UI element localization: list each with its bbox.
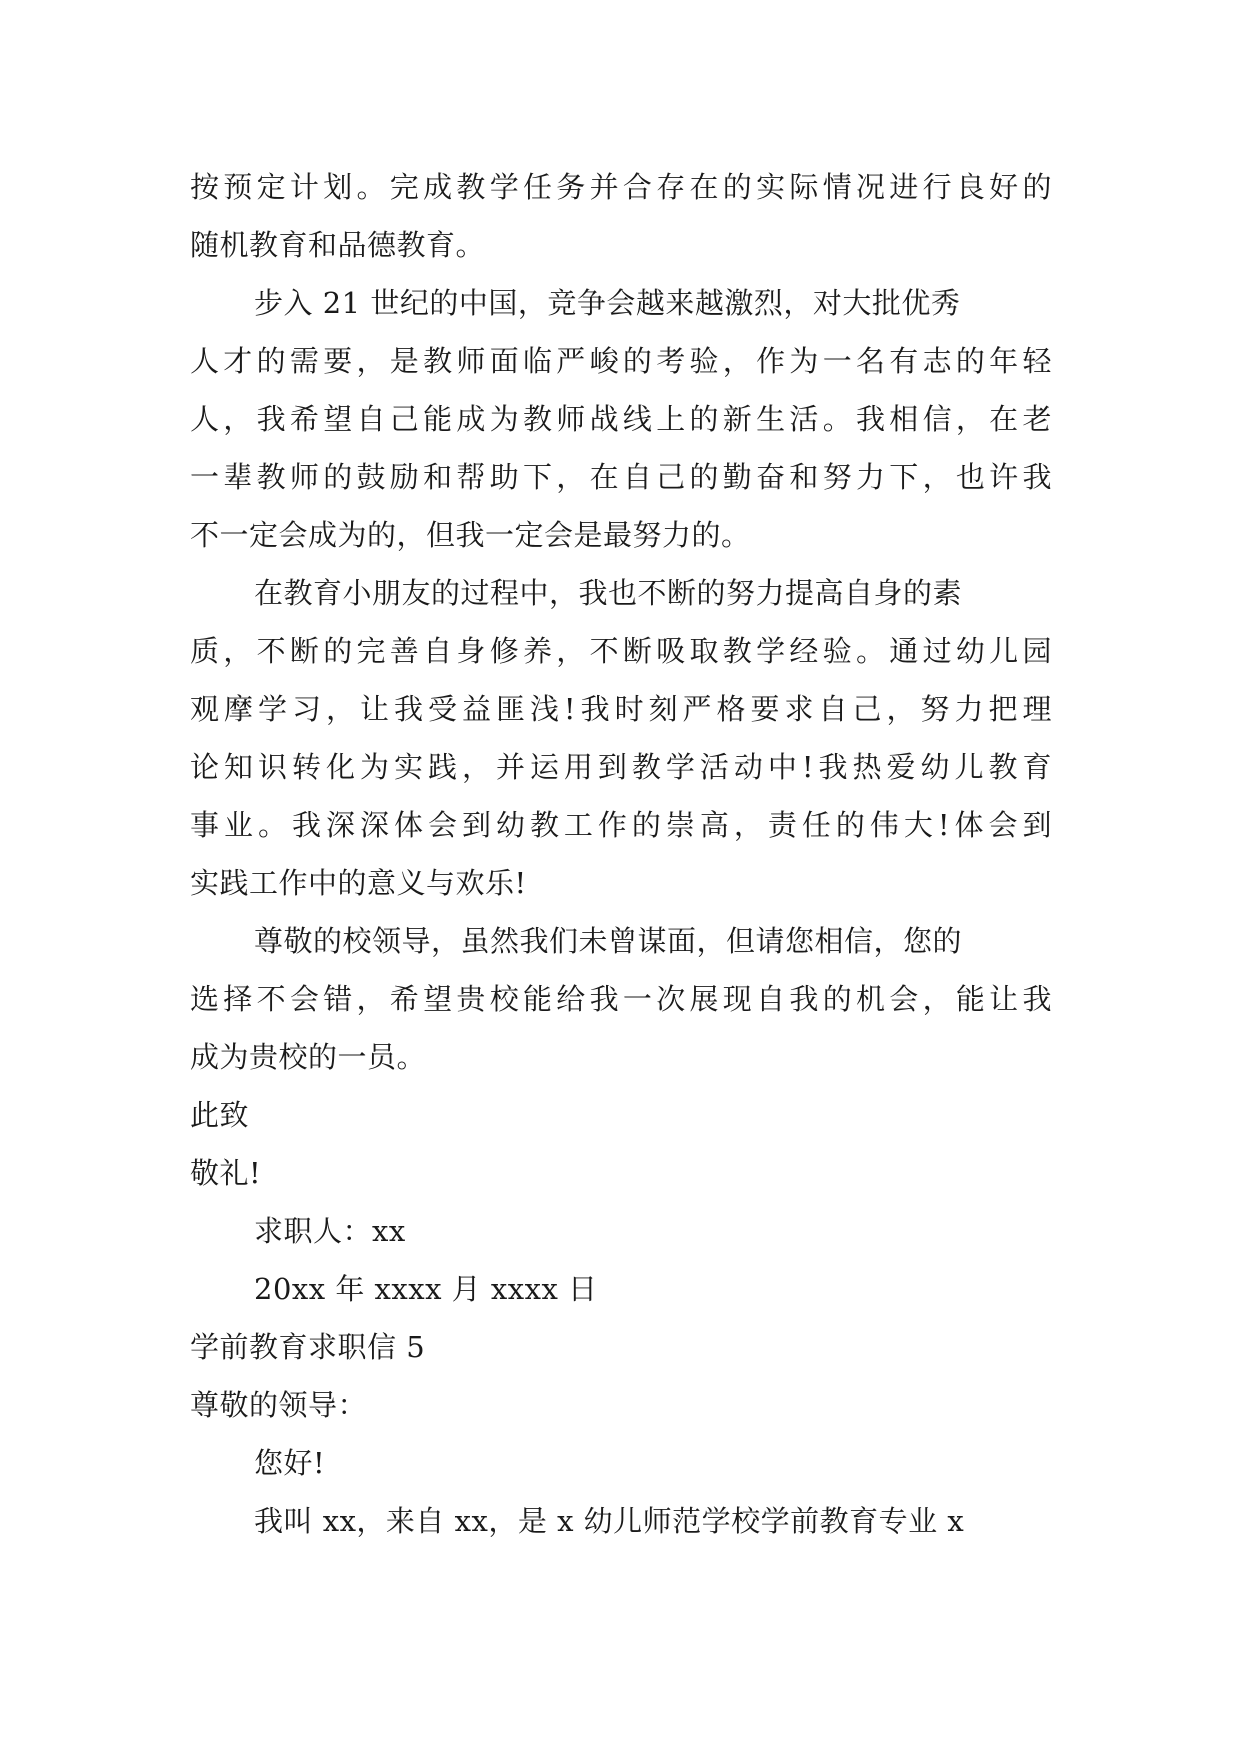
text-line: 在教育小朋友的过程中，我也不断的努力提高自身的素 xyxy=(254,576,963,610)
text-line: 质，不断的完善自身修养，不断吸取教学经验。通过幼儿园 xyxy=(190,634,1052,668)
text-line: 实践工作中的意义与欢乐! xyxy=(190,866,527,900)
text-line: 人，我希望自己能成为教师战线上的新生活。我相信，在老 xyxy=(190,402,1052,436)
section-title: 学前教育求职信 5 xyxy=(190,1330,426,1364)
text-line: 事业。我深深体会到幼教工作的崇高，责任的伟大!体会到 xyxy=(190,808,1052,842)
text-line: 尊敬的校领导，虽然我们未曾谋面，但请您相信，您的 xyxy=(254,924,963,958)
text-line: 不一定会成为的，但我一定会是最努力的。 xyxy=(190,518,751,552)
text-line: 按预定计划。完成教学任务并合存在的实际情况进行良好的 xyxy=(190,170,1052,204)
date-line: 20xx 年 xxxx 月 xxxx 日 xyxy=(254,1272,598,1306)
text-line: 步入 21 世纪的中国，竞争会越来越激烈，对大批优秀 xyxy=(254,286,961,320)
closing-line: 敬礼! xyxy=(190,1156,262,1190)
text-line: 我叫 xx，来自 xx，是 x 幼儿师范学校学前教育专业 x xyxy=(254,1504,965,1538)
greeting-line: 您好! xyxy=(254,1446,326,1480)
signer-line: 求职人：xx xyxy=(254,1214,406,1248)
text-line: 人才的需要，是教师面临严峻的考验，作为一名有志的年轻 xyxy=(190,344,1052,378)
closing-line: 此致 xyxy=(190,1098,250,1132)
text-line: 选择不会错，希望贵校能给我一次展现自我的机会，能让我 xyxy=(190,982,1052,1016)
text-line: 一辈教师的鼓励和帮助下，在自己的勤奋和努力下，也许我 xyxy=(190,460,1052,494)
salutation-line: 尊敬的领导： xyxy=(190,1388,368,1422)
text-line: 论知识转化为实践，并运用到教学活动中!我热爱幼儿教育 xyxy=(190,750,1052,784)
document-body xyxy=(190,158,1052,1550)
text-line: 随机教育和品德教育。 xyxy=(190,228,486,262)
text-line: 成为贵校的一员。 xyxy=(190,1040,427,1074)
text-line: 观摩学习，让我受益匪浅!我时刻严格要求自己，努力把理 xyxy=(190,692,1052,726)
